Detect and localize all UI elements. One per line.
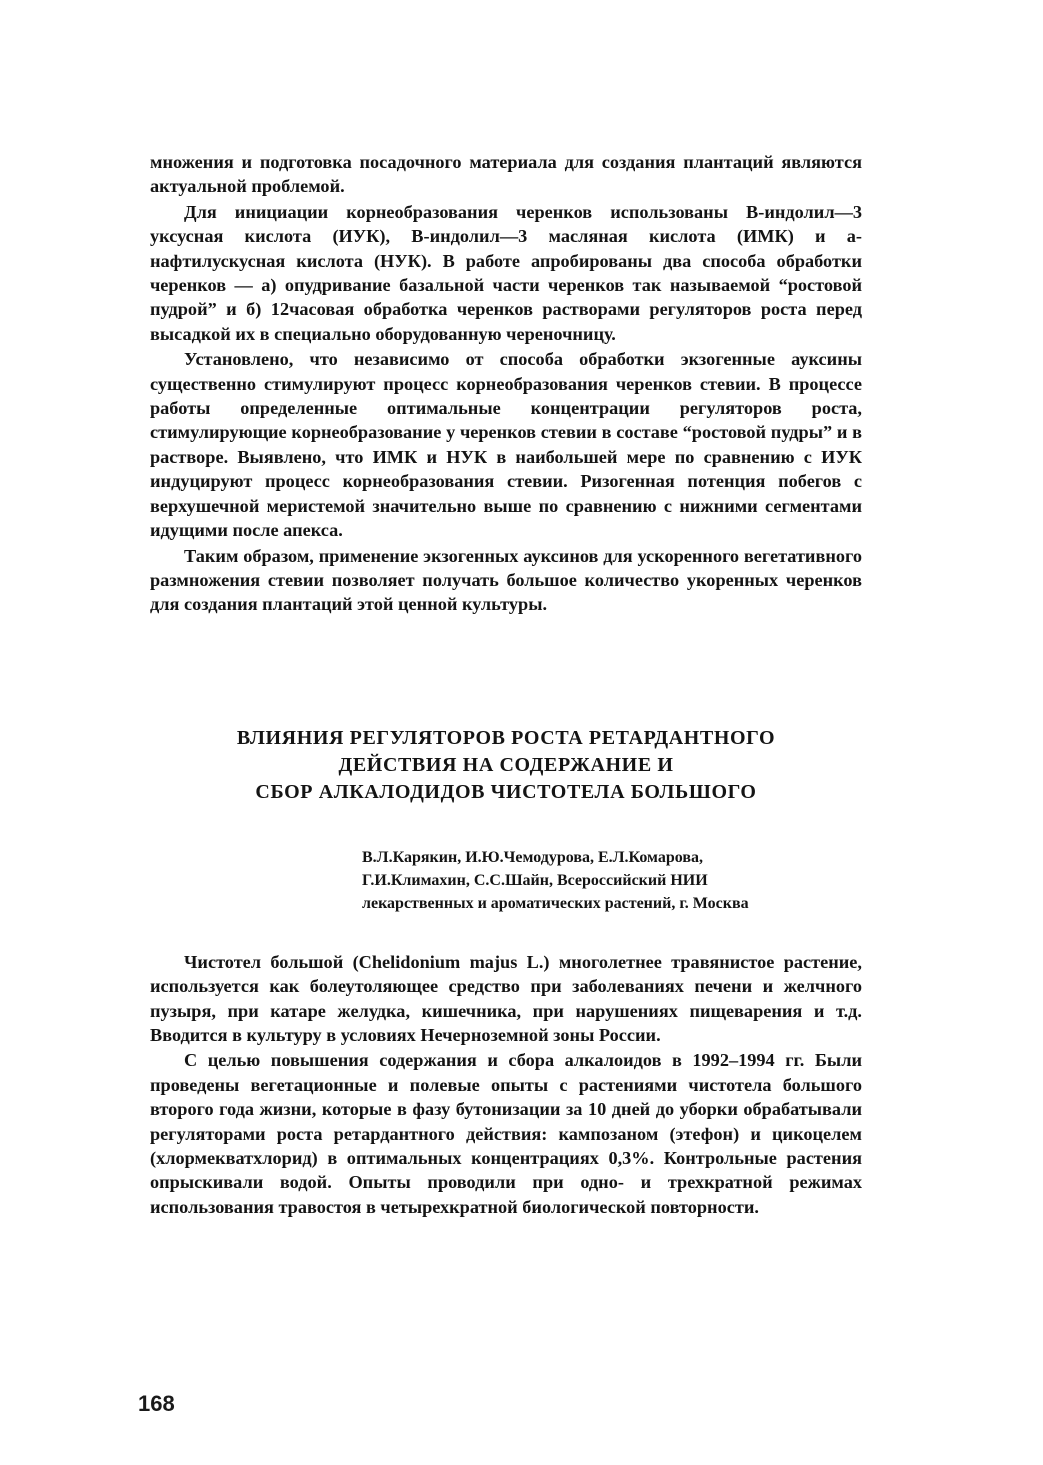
article2-paragraph-1: Чистотел большой (Chelidonium majus L.) многолетнее травянистое растение, используется как болеутоляющее средство при заболеваниях печени и желчного пузыря, при катаре желудка, кишечника, при нарушениях пищеварения и т.д. Вводится в культуру в условиях Нечерноземной зоны России. bbox=[150, 951, 862, 1045]
article2-body bbox=[150, 950, 862, 1219]
article2-title bbox=[150, 725, 862, 806]
page-body bbox=[150, 150, 862, 1219]
article1-paragraph-2: Для инициации корнеобразования черенков использованы В-индолил—3 уксусная кислота (ИУК), В-индолил—3 масляная кислота (ИМК) и а-нафтилускусная кислота (НУК). В работе апробированы два способа обработки черенков — а) опудривание базальной части черенков так называемой “ростовой пудрой” и б) 12часовая обработка черенков растворами регуляторов роста перед высадкой их в специально оборудованную череночницу. bbox=[150, 201, 862, 344]
article2-title-line-3: СБОР АЛКАЛОДИДОВ ЧИСТОТЕЛА БОЛЬШОГО bbox=[255, 780, 757, 803]
page-number: 168 bbox=[138, 1391, 175, 1416]
article2-title-line-2: ДЕЙСТВИЯ НА СОДЕРЖАНИЕ И bbox=[338, 753, 674, 776]
article1 bbox=[150, 150, 862, 617]
article1-paragraph-3: Установлено, что независимо от способа обработки экзогенные ауксины существенно стимулируют процесс корнеобразования черенков стевии. В процессе работы определенные оптимальные концентрации регуляторов роста, стимулирующие корнеобразование у черенков стевии в составе “ростовой пудры” и в растворе. Выявлено, что ИМК и НУК в наибольшей мере по сравнению с ИУК индуцируют процесс корнеобразования стевии. Ризогенная потенция побегов с верхушечной меристемой значительно выше по сравнению с нижними сегментами идущими после апекса. bbox=[150, 349, 862, 541]
article1-paragraph-1: множения и подготовка посадочного материала для создания плантаций являются актуальной проблемой. bbox=[150, 152, 862, 197]
author-line-1: В.Л.Карякин, И.Ю.Чемодурова, Е.Л.Комарова, bbox=[362, 848, 703, 866]
article2-paragraph-2: С целью повышения содержания и сбора алкалоидов в 1992–1994 гг. Были проведены вегетационные и полевые опыты с растениями чистотела большого второго года жизни, которые в фазу бутонизации за 10 дней до уборки обрабатывали регуляторами роста ретардантного действия: кампозаном (этефон) и цикоцелем (хлормекватхлорид) в оптимальных концентрациях 0,3%. Контрольные растения опрыскивали водой. Опыты проводили при одно- и трехкратной режимах использования травостоя в четырехкратной биологической повторности. bbox=[150, 1050, 862, 1217]
article2-title-line-1: ВЛИЯНИЯ РЕГУЛЯТОРОВ РОСТА РЕТАРДАНТНОГО bbox=[236, 726, 776, 749]
author-line-3: лекарственных и ароматических растений, г. Москва bbox=[362, 894, 749, 912]
article1-paragraph-4: Таким образом, применение экзогенных ауксинов для ускоренного вегетативного размножения стевии позволяет получать большое количество укоренных черенков для создания плантаций этой ценной культуры. bbox=[150, 545, 862, 615]
article2-authors bbox=[362, 846, 862, 915]
author-line-2: Г.И.Климахин, С.С.Шайн, Всероссийский НИИ bbox=[362, 871, 708, 889]
